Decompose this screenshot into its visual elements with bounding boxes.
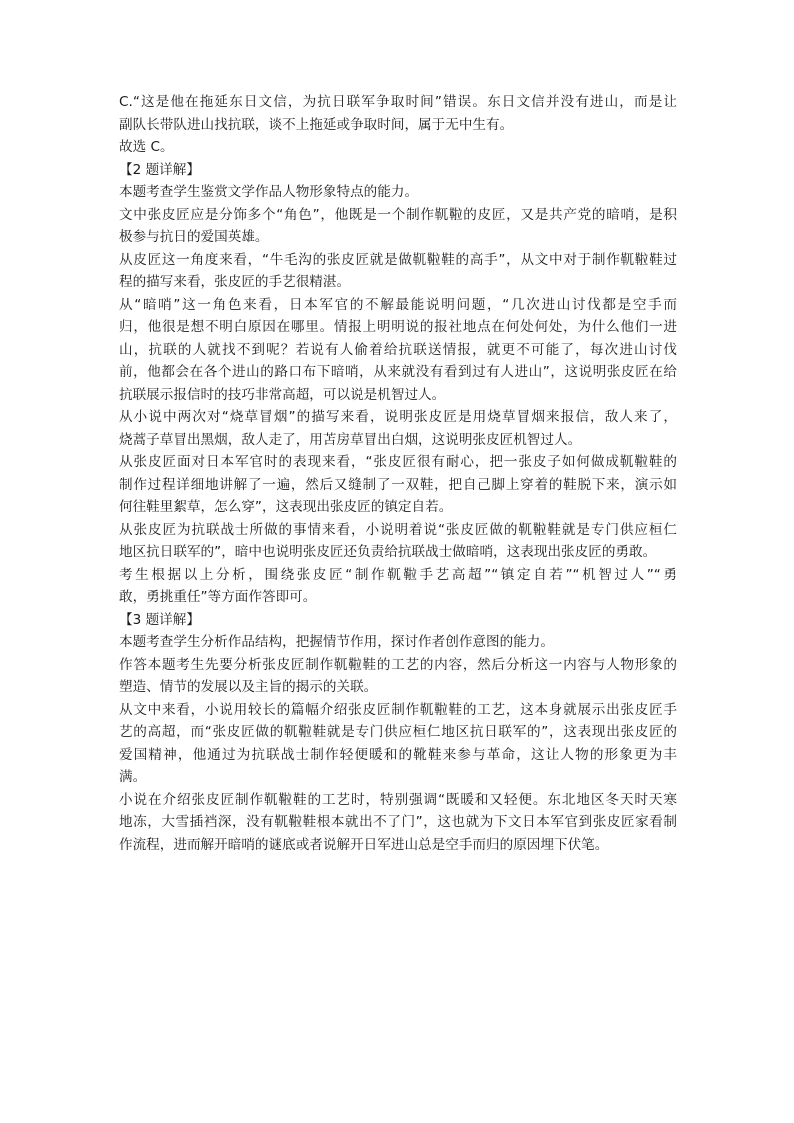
text-line: 抗联展示报信时的技巧非常高超，可以说是机智过人。 bbox=[119, 386, 446, 403]
text-line: 小说在介绍张皮匠制作靰鞡鞋的工艺时，特别强调“既暖和又轻便。东北地区冬天时天寒 bbox=[119, 791, 677, 808]
text-line: 【2 题详解】 bbox=[119, 161, 200, 178]
text-line: 爱国精神，他通过为抗联战士制作轻便暖和的靴鞋来参与革命，这让人物的形象更为丰 bbox=[119, 746, 677, 763]
text-line: 制作过程详细地讲解了一遍，然后又缝制了一双鞋，把自己脚上穿着的鞋脱下来，演示如 bbox=[119, 476, 677, 493]
text-line: 考生根据以上分析，围绕张皮匠“制作靰鞡手艺高超”“镇定自若”“机智过人”“勇 bbox=[119, 566, 677, 583]
paragraph bbox=[119, 699, 677, 789]
text-line: 从张皮匠为抗联战士所做的事情来看，小说明着说“张皮匠做的靰鞡鞋就是专门供应桓仁 bbox=[119, 521, 677, 538]
text-line: 本题考查学生鉴赏文学作品人物形象特点的能力。 bbox=[119, 184, 419, 200]
paragraph bbox=[119, 91, 677, 136]
paragraph bbox=[119, 519, 677, 564]
text-line: 从文中来看，小说用较长的篇幅介绍张皮匠制作靰鞡鞋的工艺，这本身就展示出张皮匠手 bbox=[119, 701, 677, 718]
text-line: 塑造、情节的发展以及主旨的揭示的关联。 bbox=[119, 679, 378, 695]
text-line: 山，抗联的人就找不到呢？若说有人偷着给抗联送情报，就更不可能了，每次进山讨伐 bbox=[119, 341, 677, 358]
text-line: 作流程，进而解开暗哨的谜底或者说解开日军进山总是空手而归的原因埋下伏笔。 bbox=[119, 836, 609, 853]
text-line: 何往鞋里絮草，怎么穿”，这表现出张皮匠的镇定自若。 bbox=[119, 499, 453, 515]
paragraph bbox=[119, 249, 677, 294]
text-line: 前，他都会在各个进山的路口布下暗哨，从来就没有看到过有人进山”，这说明张皮匠在给 bbox=[119, 364, 677, 380]
text-line: 文中张皮匠应是分饰多个“角色”，他既是一个制作靰鞡的皮匠，又是共产党的暗哨，是积 bbox=[119, 206, 677, 223]
document-body bbox=[119, 91, 677, 856]
text-line: 满。 bbox=[119, 769, 147, 785]
paragraph bbox=[119, 564, 677, 609]
text-line: 艺的高超，而“张皮匠做的靰鞡鞋就是专门供应桓仁地区抗日联军的”，这表现出张皮匠的 bbox=[119, 724, 677, 740]
text-line: 从皮匠这一角度来看，“牛毛沟的张皮匠就是做靰鞡鞋的高手”，从文中对于制作靰鞡鞋过 bbox=[119, 251, 677, 268]
text-line: 地冻，大雪插裆深，没有靰鞡鞋根本就出不了门”，这也就为下文日本军官到张皮匠家看制 bbox=[119, 814, 677, 830]
text-line: 归，他很是想不明白原因在哪里。情报上明明说的报社地点在何处何处，为什么他们一进 bbox=[119, 319, 677, 335]
text-line: 程的描写来看，张皮匠的手艺很精湛。 bbox=[119, 274, 351, 290]
text-line: 作答本题考生先要分析张皮匠制作靰鞡鞋的工艺的内容，然后分析这一内容与人物形象的 bbox=[119, 656, 677, 673]
text-line: 敢，勇挑重任”等方面作答即可。 bbox=[119, 589, 317, 605]
paragraph bbox=[119, 294, 677, 407]
paragraph bbox=[119, 789, 677, 857]
paragraph bbox=[119, 204, 677, 249]
text-line: 从小说中两次对“烧草冒烟”的描写来看，说明张皮匠是用烧草冒烟来报信，敌人来了， bbox=[119, 409, 677, 425]
text-line: C.“这是他在拖延东日文信，为抗日联军争取时间”错误。东日文信并没有进山，而是让 bbox=[119, 94, 677, 110]
text-line: 烧蒿子草冒出黑烟，敌人走了，用苫房草冒出白烟，这说明张皮匠机智过人。 bbox=[119, 431, 582, 448]
text-line: 地区抗日联军的”，暗中也说明张皮匠还负责给抗联战士做暗哨，这表现出张皮匠的勇敢。 bbox=[119, 544, 657, 560]
text-line: 从“暗哨”这一角色来看，日本军官的不解最能说明问题，“几次进山讨伐都是空手而 bbox=[119, 296, 677, 313]
paragraph bbox=[119, 654, 677, 699]
text-line: 【3 题详解】 bbox=[119, 611, 200, 628]
text-line: 从张皮匠面对日本军官时的表现来看，“张皮匠很有耐心，把一张皮子如何做成靰鞡鞋的 bbox=[119, 454, 677, 470]
paragraph bbox=[119, 451, 677, 519]
paragraph bbox=[119, 159, 677, 182]
paragraph bbox=[119, 631, 677, 654]
text-line: 本题考查学生分析作品结构，把握情节作用，探讨作者创作意图的能力。 bbox=[119, 634, 554, 650]
paragraph bbox=[119, 406, 677, 451]
text-line: 极参与抗日的爱国英雄。 bbox=[119, 229, 269, 245]
paragraph bbox=[119, 136, 677, 159]
text-line: 副队长带队进山找抗联，谈不上拖延或争取时间，属于无中生有。 bbox=[119, 116, 514, 133]
paragraph bbox=[119, 181, 677, 204]
paragraph bbox=[119, 609, 677, 632]
text-line: 故选 C。 bbox=[119, 139, 174, 155]
